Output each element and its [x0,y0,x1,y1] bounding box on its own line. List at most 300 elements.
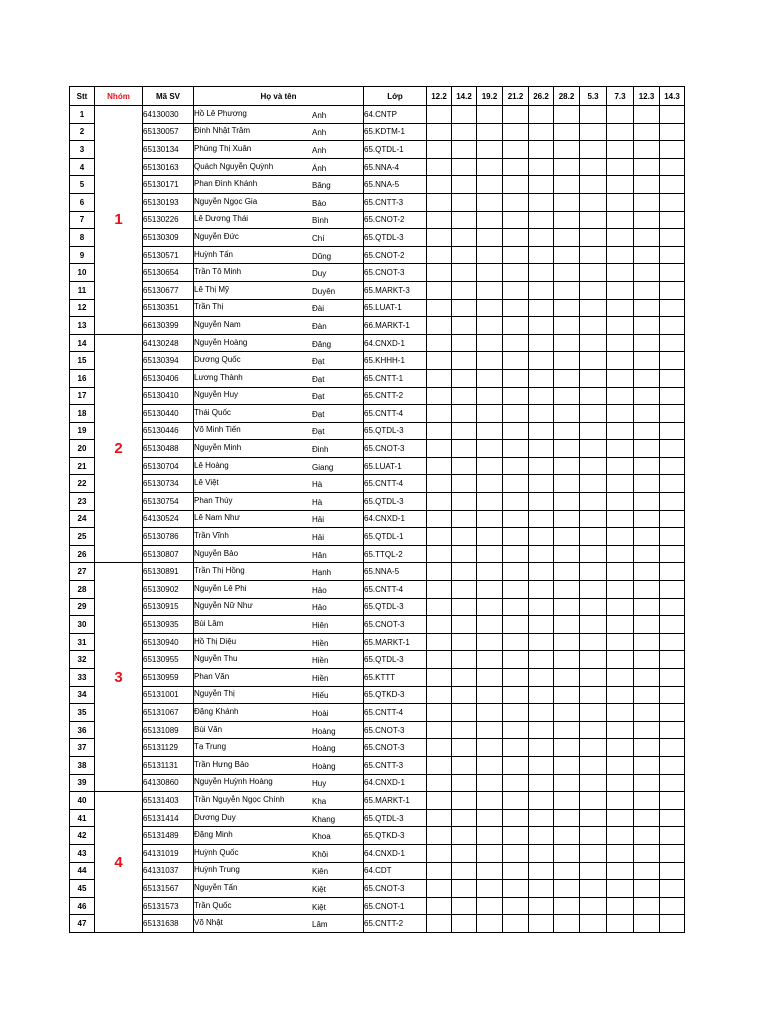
given-name: Hân [312,550,327,560]
attendance-cell [529,457,554,475]
given-name: Hiếu [312,691,329,701]
attendance-cell [529,581,554,599]
attendance-cell [607,669,634,687]
family-name: Phan Thúy [194,495,233,505]
attendance-cell [529,915,554,933]
student-name [194,756,364,774]
attendance-cell [607,844,634,862]
attendance-cell [554,141,580,159]
attendance-cell [477,475,503,493]
family-name: Nguyễn Nữ Như [194,601,253,611]
attendance-cell [660,581,685,599]
row-number: 45 [70,880,95,898]
attendance-cell [503,545,529,563]
attendance-cell [477,158,503,176]
student-class: 65.QTDL-3 [364,809,427,827]
attendance-cell [427,739,452,757]
row-number: 10 [70,264,95,282]
attendance-cell [634,581,660,599]
table-row [70,440,685,458]
attendance-cell [634,686,660,704]
student-id: 65130309 [143,229,194,247]
attendance-cell [503,299,529,317]
attendance-cell [554,246,580,264]
given-name: Kha [312,796,327,806]
student-class: 65.CNTT-2 [364,915,427,933]
attendance-cell [634,422,660,440]
student-id: 65130410 [143,387,194,405]
attendance-cell [427,317,452,335]
attendance-cell [607,176,634,194]
family-name: Bùi Văn [194,724,223,734]
student-name [194,545,364,563]
student-name [194,563,364,581]
student-class: 65.NNA-5 [364,176,427,194]
attendance-cell [607,457,634,475]
attendance-cell [607,651,634,669]
attendance-cell [503,387,529,405]
student-class: 64.CNTP [364,106,427,124]
attendance-cell [634,387,660,405]
table-row [70,844,685,862]
table-row [70,915,685,933]
attendance-cell [554,809,580,827]
attendance-cell [452,844,477,862]
student-class: 65.KHHH-1 [364,352,427,370]
table-row [70,528,685,546]
attendance-cell [634,915,660,933]
attendance-cell [607,106,634,124]
row-number: 36 [70,721,95,739]
attendance-cell [554,651,580,669]
attendance-cell [580,598,607,616]
table-row [70,317,685,335]
attendance-cell [660,317,685,335]
given-name: Kiệt [312,884,326,894]
family-name: Nguyễn Minh [194,443,242,453]
student-id: 65130440 [143,405,194,423]
attendance-cell [477,281,503,299]
family-name: Trần Quốc [194,900,232,910]
student-name [194,774,364,792]
attendance-cell [529,387,554,405]
group-label: 1 [95,106,143,335]
student-class: 65.KDTM-1 [364,123,427,141]
table-row [70,739,685,757]
attendance-cell [477,897,503,915]
attendance-cell [427,528,452,546]
student-name [194,598,364,616]
table-row [70,369,685,387]
student-name [194,405,364,423]
family-name: Nguyễn Đức [194,231,239,241]
attendance-cell [607,141,634,159]
header-date: 12.3 [634,87,660,106]
student-name [194,123,364,141]
attendance-cell [529,334,554,352]
attendance-cell [580,422,607,440]
student-name [194,897,364,915]
attendance-cell [452,281,477,299]
attendance-cell [529,897,554,915]
attendance-cell [660,193,685,211]
row-number: 4 [70,158,95,176]
attendance-cell [607,704,634,722]
attendance-cell [477,141,503,159]
student-name [194,158,364,176]
attendance-cell [503,510,529,528]
attendance-cell [477,756,503,774]
attendance-cell [580,756,607,774]
attendance-cell [529,176,554,194]
attendance-cell [529,739,554,757]
attendance-cell [477,792,503,810]
attendance-cell [580,211,607,229]
table-row [70,106,685,124]
attendance-cell [529,493,554,511]
attendance-cell [503,774,529,792]
attendance-cell [580,387,607,405]
family-name: Trần Tô Minh [194,267,242,277]
given-name: Hảo [312,603,327,613]
given-name: Huy [312,779,327,789]
attendance-cell [634,669,660,687]
attendance-cell [634,405,660,423]
attendance-cell [452,299,477,317]
attendance-cell [660,352,685,370]
attendance-cell [452,211,477,229]
attendance-cell [452,545,477,563]
attendance-cell [554,106,580,124]
table-row [70,792,685,810]
family-name: Bùi Lâm [194,619,224,629]
attendance-cell [580,405,607,423]
student-name [194,475,364,493]
attendance-cell [580,334,607,352]
student-class: 65.CNOT-3 [364,880,427,898]
attendance-cell [452,669,477,687]
attendance-cell [427,651,452,669]
student-id: 65130351 [143,299,194,317]
student-id: 65130734 [143,475,194,493]
attendance-cell [427,862,452,880]
attendance-cell [427,158,452,176]
family-name: Hồ Lê Phương [194,108,247,118]
given-name: Hoàng [312,744,336,754]
attendance-cell [503,211,529,229]
attendance-cell [529,440,554,458]
attendance-cell [607,387,634,405]
attendance-cell [660,176,685,194]
attendance-cell [477,229,503,247]
attendance-cell [634,563,660,581]
attendance-cell [452,598,477,616]
given-name: Hảo [312,585,327,595]
attendance-cell [452,387,477,405]
attendance-cell [503,686,529,704]
attendance-cell [503,422,529,440]
student-id: 65131414 [143,809,194,827]
attendance-cell [427,141,452,159]
attendance-cell [427,563,452,581]
student-id: 65130959 [143,669,194,687]
attendance-cell [529,704,554,722]
attendance-cell [580,862,607,880]
given-name: Băng [312,181,331,191]
student-id: 65130902 [143,581,194,599]
attendance-cell [580,158,607,176]
attendance-cell [634,281,660,299]
attendance-cell [634,598,660,616]
attendance-cell [477,704,503,722]
attendance-cell [427,809,452,827]
attendance-cell [477,317,503,335]
attendance-cell [452,422,477,440]
table-row [70,616,685,634]
attendance-cell [660,915,685,933]
attendance-cell [503,792,529,810]
attendance-cell [607,616,634,634]
student-name [194,352,364,370]
attendance-cell [660,141,685,159]
attendance-cell [452,475,477,493]
family-name: Trần Hưng Bảo [194,759,249,769]
attendance-cell [660,405,685,423]
attendance-cell [580,704,607,722]
attendance-cell [529,193,554,211]
family-name: Thái Quốc [194,407,231,417]
attendance-cell [580,264,607,282]
attendance-cell [607,123,634,141]
student-id: 65130057 [143,123,194,141]
attendance-cell [660,880,685,898]
attendance-cell [607,352,634,370]
attendance-cell [580,510,607,528]
given-name: Hải [312,533,325,543]
attendance-cell [634,211,660,229]
attendance-cell [477,352,503,370]
attendance-cell [427,106,452,124]
given-name: Kiên [312,867,329,877]
family-name: Huỳnh Quốc [194,847,239,857]
attendance-cell [607,897,634,915]
student-name [194,176,364,194]
attendance-cell [503,317,529,335]
attendance-cell [477,915,503,933]
student-id: 65130446 [143,422,194,440]
attendance-cell [477,106,503,124]
attendance-cell [660,475,685,493]
table-body [70,106,685,933]
attendance-cell [580,299,607,317]
student-name [194,915,364,933]
attendance-cell [427,616,452,634]
student-name [194,827,364,845]
attendance-cell [503,739,529,757]
attendance-cell [554,598,580,616]
attendance-cell [477,739,503,757]
attendance-cell [477,844,503,862]
student-id: 65130915 [143,598,194,616]
attendance-cell [634,809,660,827]
student-name [194,581,364,599]
student-name [194,229,364,247]
attendance-cell [427,774,452,792]
row-number: 40 [70,792,95,810]
header-date: 26.2 [529,87,554,106]
attendance-cell [660,440,685,458]
row-number: 6 [70,193,95,211]
attendance-cell [529,510,554,528]
row-number: 35 [70,704,95,722]
attendance-cell [634,123,660,141]
attendance-cell [427,897,452,915]
student-id: 64130860 [143,774,194,792]
attendance-cell [634,457,660,475]
table-row [70,422,685,440]
attendance-cell [634,844,660,862]
attendance-cell [503,669,529,687]
attendance-cell [452,581,477,599]
attendance-cell [529,545,554,563]
attendance-cell [452,528,477,546]
attendance-cell [427,721,452,739]
header-class: Lớp [364,87,427,106]
family-name: Dương Duy [194,812,236,822]
student-id: 65131638 [143,915,194,933]
row-number: 9 [70,246,95,264]
attendance-cell [634,897,660,915]
student-id: 65130807 [143,545,194,563]
attendance-cell [529,880,554,898]
attendance-cell [452,334,477,352]
student-class: 65.CNTT-4 [364,581,427,599]
attendance-cell [529,721,554,739]
attendance-cell [660,387,685,405]
student-name [194,862,364,880]
attendance-cell [529,123,554,141]
attendance-cell [634,158,660,176]
row-number: 8 [70,229,95,247]
attendance-cell [529,792,554,810]
student-class: 65.CNOT-3 [364,616,427,634]
family-name: Quách Nguyễn Quỳnh [194,161,274,171]
attendance-cell [607,528,634,546]
attendance-cell [452,369,477,387]
student-class: 65.CNOT-2 [364,246,427,264]
attendance-cell [554,528,580,546]
attendance-cell [660,633,685,651]
row-number: 33 [70,669,95,687]
attendance-cell [477,387,503,405]
attendance-cell [580,739,607,757]
family-name: Huỳnh Trung [194,865,240,875]
student-id: 65130654 [143,264,194,282]
attendance-cell [529,862,554,880]
student-id: 65130940 [143,633,194,651]
student-class: 65.CNTT-3 [364,756,427,774]
attendance-cell [452,862,477,880]
header-full-name: Họ và tên [194,87,364,106]
attendance-cell [452,897,477,915]
attendance-cell [477,581,503,599]
attendance-cell [477,440,503,458]
student-class: 65.QTDL-3 [364,229,427,247]
attendance-cell [477,528,503,546]
family-name: Nguyễn Bảo [194,548,239,558]
table-row [70,756,685,774]
student-name [194,633,364,651]
attendance-cell [427,844,452,862]
attendance-cell [554,915,580,933]
student-class: 65.LUAT-1 [364,299,427,317]
attendance-cell [607,422,634,440]
attendance-cell [554,193,580,211]
attendance-cell [607,158,634,176]
attendance-cell [660,545,685,563]
attendance-cell [660,422,685,440]
row-number: 28 [70,581,95,599]
attendance-cell [452,317,477,335]
attendance-cell [554,493,580,511]
attendance-cell [427,493,452,511]
attendance-cell [503,440,529,458]
attendance-cell [427,387,452,405]
attendance-cell [503,616,529,634]
attendance-cell [427,827,452,845]
attendance-cell [634,193,660,211]
attendance-cell [580,493,607,511]
attendance-cell [529,264,554,282]
attendance-cell [660,739,685,757]
attendance-cell [607,809,634,827]
attendance-cell [503,563,529,581]
attendance-cell [607,229,634,247]
row-number: 39 [70,774,95,792]
attendance-cell [452,123,477,141]
attendance-cell [529,475,554,493]
attendance-cell [529,281,554,299]
attendance-cell [580,669,607,687]
attendance-cell [607,756,634,774]
attendance-cell [580,106,607,124]
family-name: Lương Thành [194,372,243,382]
attendance-cell [452,106,477,124]
row-number: 41 [70,809,95,827]
attendance-cell [452,246,477,264]
student-name [194,106,364,124]
family-name: Trần Nguyễn Ngọc Chính [194,794,285,804]
row-number: 32 [70,651,95,669]
attendance-cell [452,774,477,792]
header-stt: Stt [70,87,95,106]
attendance-cell [660,123,685,141]
attendance-cell [529,651,554,669]
family-name: Nguyễn Nam [194,319,241,329]
attendance-cell [503,862,529,880]
attendance-cell [660,563,685,581]
group-label: 2 [95,334,143,563]
family-name: Nguyễn Tấn [194,882,238,892]
attendance-cell [503,457,529,475]
student-name [194,193,364,211]
row-number: 19 [70,422,95,440]
attendance-cell [529,158,554,176]
attendance-cell [634,739,660,757]
attendance-cell [554,756,580,774]
attendance-cell [634,369,660,387]
row-number: 17 [70,387,95,405]
